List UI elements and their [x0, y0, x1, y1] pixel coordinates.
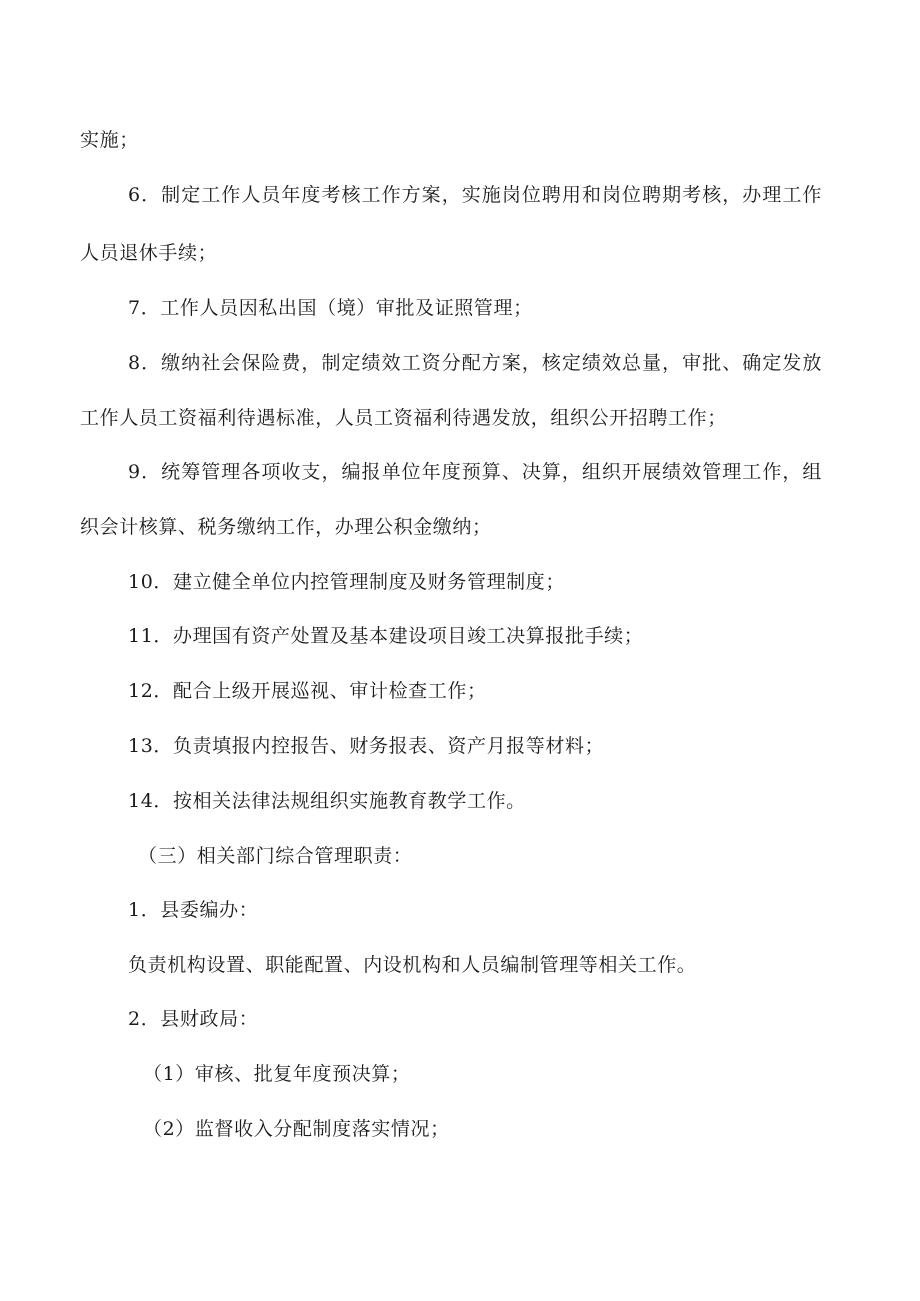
dept-1-duty: 负责机构设置、职能配置、内设机构和人员编制管理等相关工作。 — [128, 954, 697, 976]
item-8-line-1: 8．缴纳社会保险费，制定绩效工资分配方案，核定绩效总量，审批、确定发放 — [128, 352, 822, 374]
text-line-continuation-implement: 实施； — [80, 129, 139, 151]
item-6-line-2: 人员退休手续； — [80, 242, 218, 264]
dept-2-duty-2: （2）监督收入分配制度落实情况； — [143, 1118, 450, 1140]
item-13: 13．负责填报内控报告、财务报表、资产月报等材料； — [128, 735, 605, 757]
item-8-line-2: 工作人员工资福利待遇标准，人员工资福利待遇发放，组织公开招聘工作； — [80, 407, 727, 429]
item-9-line-1: 9．统筹管理各项收支，编报单位年度预算、决算，组织开展绩效管理工作，组 — [128, 461, 822, 483]
item-10: 10．建立健全单位内控管理制度及财务管理制度； — [128, 571, 565, 593]
dept-2-heading: 2．县财政局： — [128, 1008, 259, 1030]
item-12: 12．配合上级开展巡视、审计检查工作； — [128, 680, 487, 702]
dept-1-heading: 1．县委编办： — [128, 899, 259, 921]
item-14: 14．按相关法律法规组织实施教育教学工作。 — [128, 790, 526, 812]
item-9-line-2: 织会计核算、税务缴纳工作，办理公积金缴纳； — [80, 516, 492, 538]
item-11: 11．办理国有资产处置及基本建设项目竣工决算报批手续； — [128, 625, 644, 647]
item-7: 7．工作人员因私出国（境）审批及证照管理； — [128, 297, 533, 319]
dept-2-duty-1: （1）审核、批复年度预决算； — [143, 1063, 411, 1085]
item-6-line-1: 6．制定工作人员年度考核工作方案，实施岗位聘用和岗位聘期考核，办理工作 — [128, 184, 822, 206]
section-heading-3: （三）相关部门综合管理职责： — [138, 845, 413, 867]
